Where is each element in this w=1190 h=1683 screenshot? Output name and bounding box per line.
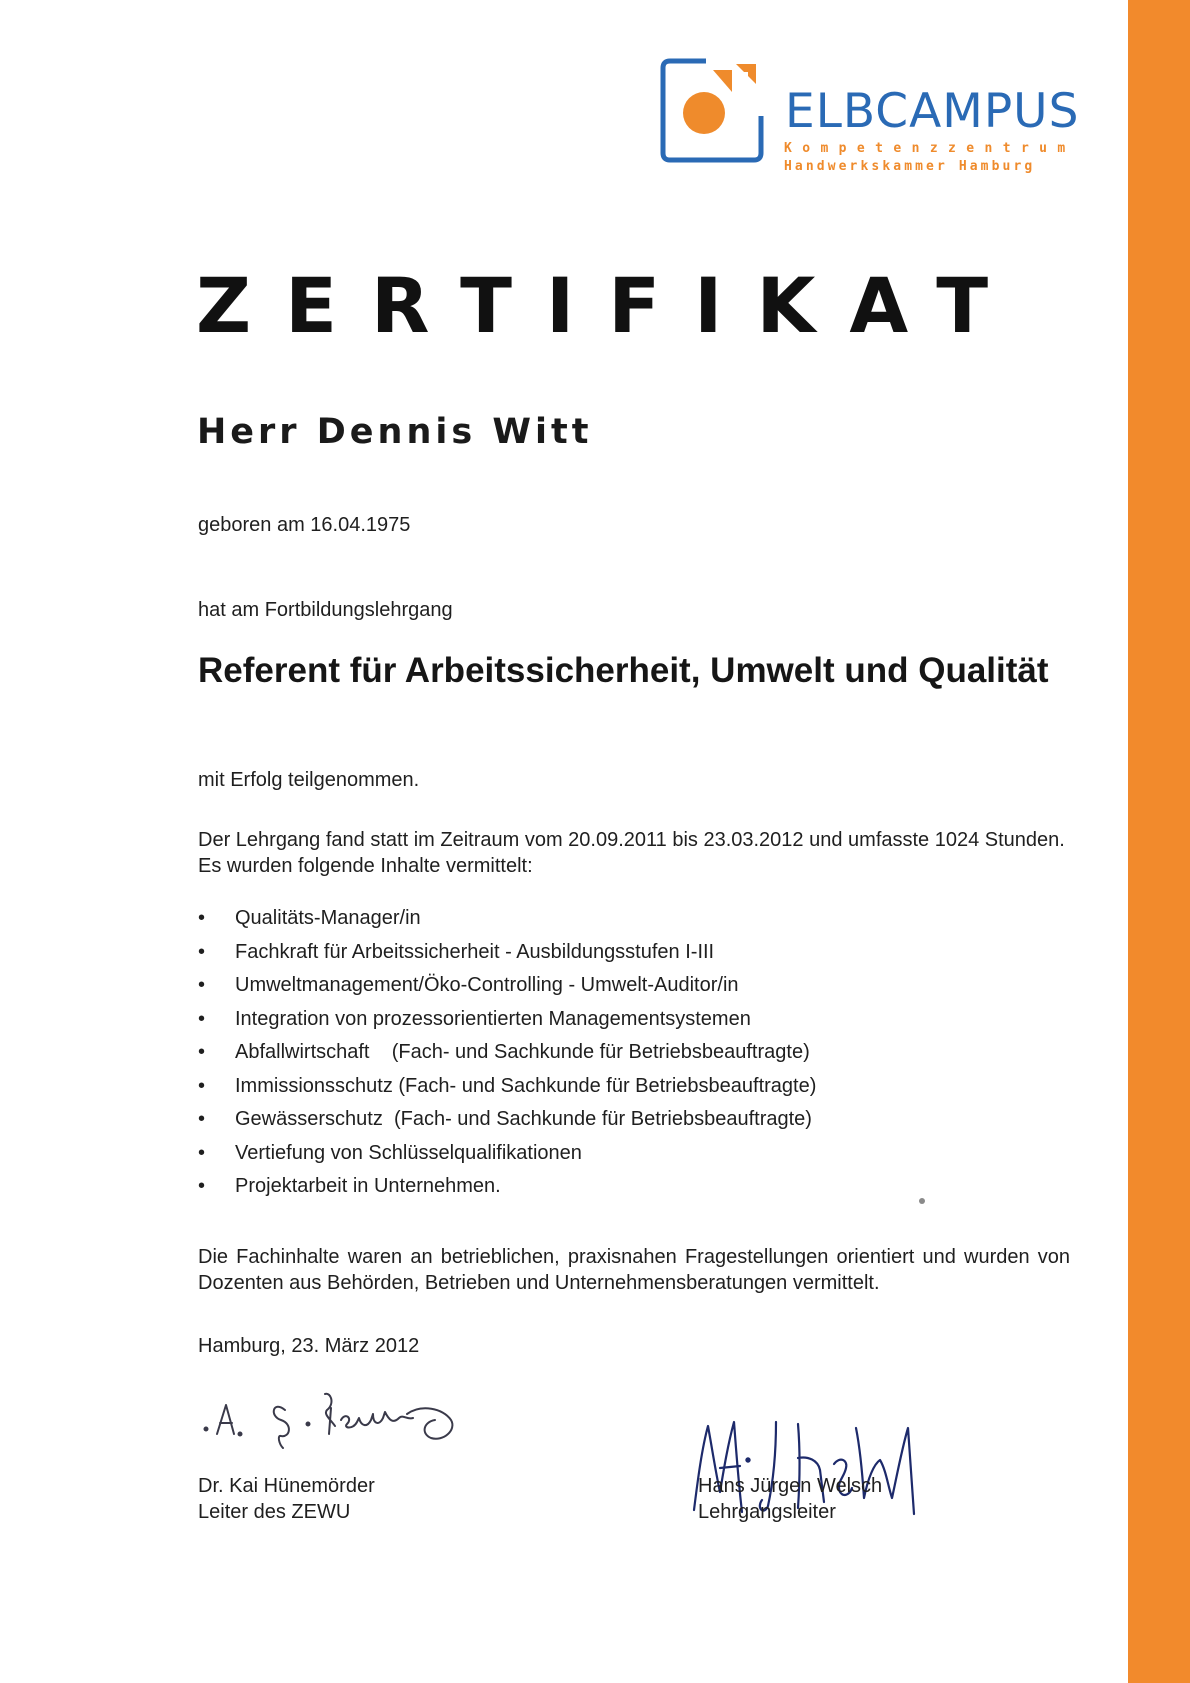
logo-subline-1: Kompetenzzentrum bbox=[784, 141, 1076, 156]
signatory-left-name: Dr. Kai Hünemörder bbox=[198, 1475, 375, 1497]
result-line: mit Erfolg teilgenommen. bbox=[198, 769, 420, 791]
birth-date-line: geboren am 16.04.1975 bbox=[198, 514, 411, 536]
course-title: Referent für Arbeitssicherheit, Umwelt und Qualität bbox=[198, 651, 1049, 690]
bullet-icon: • bbox=[198, 907, 206, 929]
list-item-text: Qualitäts-Manager/in bbox=[235, 907, 421, 929]
list-item-text: Immissionsschutz (Fach- und Sachkunde für Betriebsbeauftragte) bbox=[235, 1074, 817, 1097]
scan-speck bbox=[919, 1198, 925, 1204]
signature-left-icon bbox=[195, 1378, 495, 1458]
signatory-right-role: Lehrgangsleiter bbox=[698, 1501, 836, 1523]
logo-wordmark: ELBCAMPUS bbox=[785, 84, 1080, 139]
bullet-icon: • bbox=[198, 1074, 206, 1097]
list-item-text: Fachkraft für Arbeitssicherheit - Ausbildungsstufen I-III bbox=[235, 940, 715, 963]
list-item-text: Abfallwirtschaft (Fach- und Sachkunde für Betriebsbeauftragte) bbox=[235, 1041, 810, 1063]
signatory-left-role: Leiter des ZEWU bbox=[198, 1501, 351, 1523]
list-item-text: Umweltmanagement/Öko-Controlling - Umwelt-Auditor/in bbox=[235, 974, 739, 996]
list-item-text: Vertiefung von Schlüsselqualifikationen bbox=[235, 1141, 582, 1164]
elbcampus-logo-mark-icon bbox=[660, 58, 772, 174]
bullet-icon: • bbox=[198, 1007, 206, 1030]
course-period-paragraph: Der Lehrgang fand statt im Zeitraum vom 20.09.2011 bis 23.03.2012 und umfasste 1024 Stunden. Es wurden folgende Inhalte vermittelt: bbox=[198, 829, 1065, 877]
list-item-text: Projektarbeit in Unternehmen. bbox=[235, 1175, 501, 1197]
place-and-date: Hamburg, 23. März 2012 bbox=[198, 1335, 420, 1357]
bullet-icon: • bbox=[198, 1108, 206, 1130]
certificate-title: ZERTIFIKAT bbox=[196, 261, 1023, 350]
bullet-icon: • bbox=[198, 1141, 206, 1164]
bullet-icon: • bbox=[198, 1175, 206, 1197]
orange-side-strip bbox=[1128, 0, 1190, 1683]
logo-subline-2: Handwerkskammer Hamburg bbox=[784, 159, 1036, 174]
bullet-icon: • bbox=[198, 940, 206, 963]
bullet-icon: • bbox=[198, 974, 206, 996]
elbcampus-logo bbox=[660, 58, 1090, 178]
list-item-text: Integration von prozessorientierten Managementsystemen bbox=[235, 1007, 751, 1030]
signatory-right-name: Hans Jürgen Welsch bbox=[698, 1475, 883, 1497]
list-item-text: Gewässerschutz (Fach- und Sachkunde für Betriebsbeauftragte) bbox=[235, 1108, 812, 1130]
closing-paragraph: Die Fachinhalte waren an betrieblichen, praxisnahen Fragestellungen orientiert und wurden von Dozenten aus Behörden, Betrieben und Unternehmensberatungen vermittelt. bbox=[198, 1246, 1070, 1294]
recipient-name: Herr Dennis Witt bbox=[197, 412, 593, 452]
bullet-icon: • bbox=[198, 1041, 206, 1063]
course-intro-line: hat am Fortbildungslehrgang bbox=[198, 599, 453, 621]
